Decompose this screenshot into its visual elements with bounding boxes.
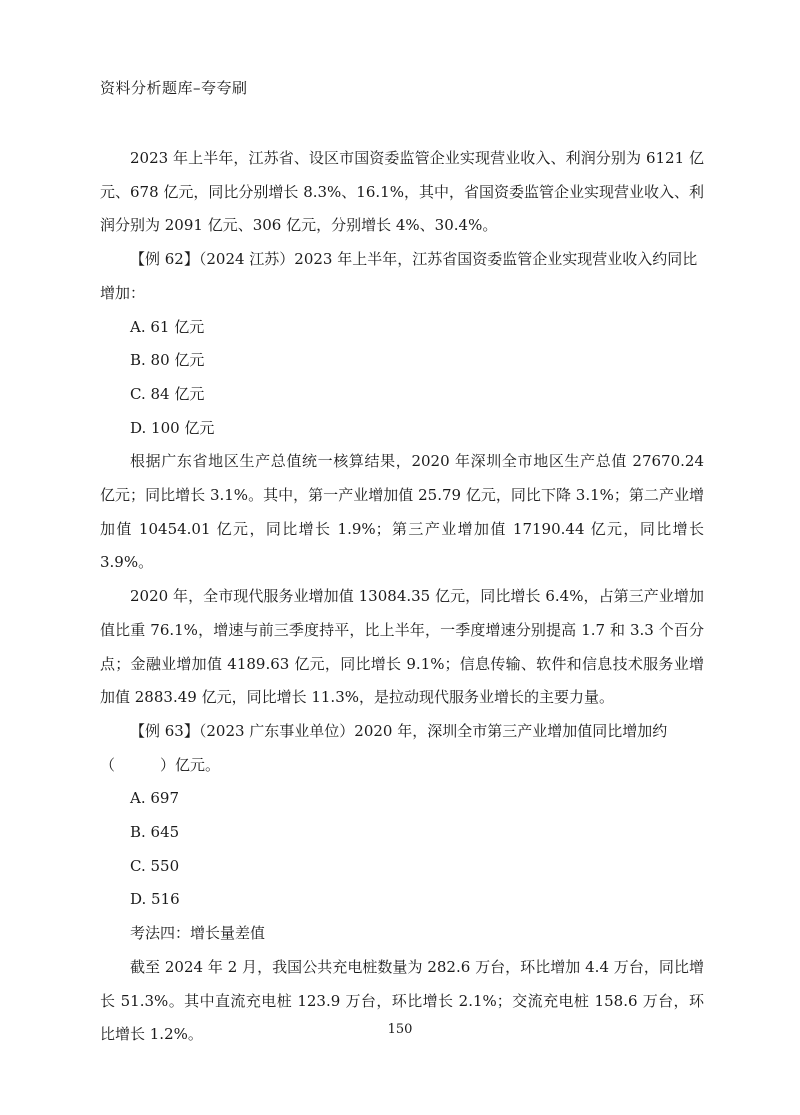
- running-header: 资料分析题库–夸夸刷: [100, 79, 248, 97]
- passage-shenzhen-gdp: 根据广东省地区生产总值统一核算结果，2020 年深圳全市地区生产总值 27670.24 亿元；同比增长 3.1%。其中，第一产业增加值 25.79 亿元，同比下降 3.1%；第二产业增加值 10454.01 亿元，同比增长 1.9%；第三产业增加值 17190.44 亿元，同比增长 3.9%。: [100, 452, 704, 572]
- option-a: A. 697: [130, 789, 179, 808]
- passage-shenzhen-services: 2020 年，全市现代服务业增加值 13084.35 亿元，同比增长 6.4%，占第三产业增加值比重 76.1%，增速与前三季度持平，比上半年，一季度增速分别提高 1.7 和 3.3 个百分点；金融业增加值 4189.63 亿元，同比增长 9.1%；信息传输、软件和信息技术服务业增加值 2883.49 亿元，同比增长 11.3%，是拉动现代服务业增长的主要力量。: [100, 587, 704, 707]
- question-63: 【例 63】（2023 广东事业单位）2020 年，深圳全市第三产业增加值同比增加约（ ）亿元。: [100, 721, 668, 774]
- option-a: A. 61 亿元: [130, 317, 205, 336]
- passage-charging-piles: 截至 2024 年 2 月，我国公共充电桩数量为 282.6 万台，环比增加 4.4 万台，同比增长 51.3%。其中直流充电桩 123.9 万台，环比增长 2.1%；交流充电桩 158.6 万台，环比增长 1.2%。: [100, 957, 704, 1044]
- option-d: D. 100 亿元: [130, 418, 215, 437]
- page-number: 150: [387, 1022, 413, 1037]
- option-c: C. 84 亿元: [130, 384, 205, 403]
- method-heading: 考法四：增长量差值: [130, 924, 266, 943]
- option-d: D. 516: [130, 890, 180, 909]
- passage-jiangsu: 2023 年上半年，江苏省、设区市国资委监管企业实现营业收入、利润分别为 6121 亿元、678 亿元，同比分别增长 8.3%、16.1%，其中，省国资委监管企业实现营业收入、利润分别为 2091 亿元、306 亿元，分别增长 4%、30.4%。: [100, 149, 704, 235]
- option-b: B. 80 亿元: [130, 351, 205, 370]
- page-body: [100, 142, 704, 1052]
- option-c: C. 550: [130, 856, 180, 875]
- question-62: 【例 62】（2024 江苏）2023 年上半年，江苏省国资委监管企业实现营业收入约同比增加：: [100, 250, 698, 302]
- option-b: B. 645: [130, 823, 180, 842]
